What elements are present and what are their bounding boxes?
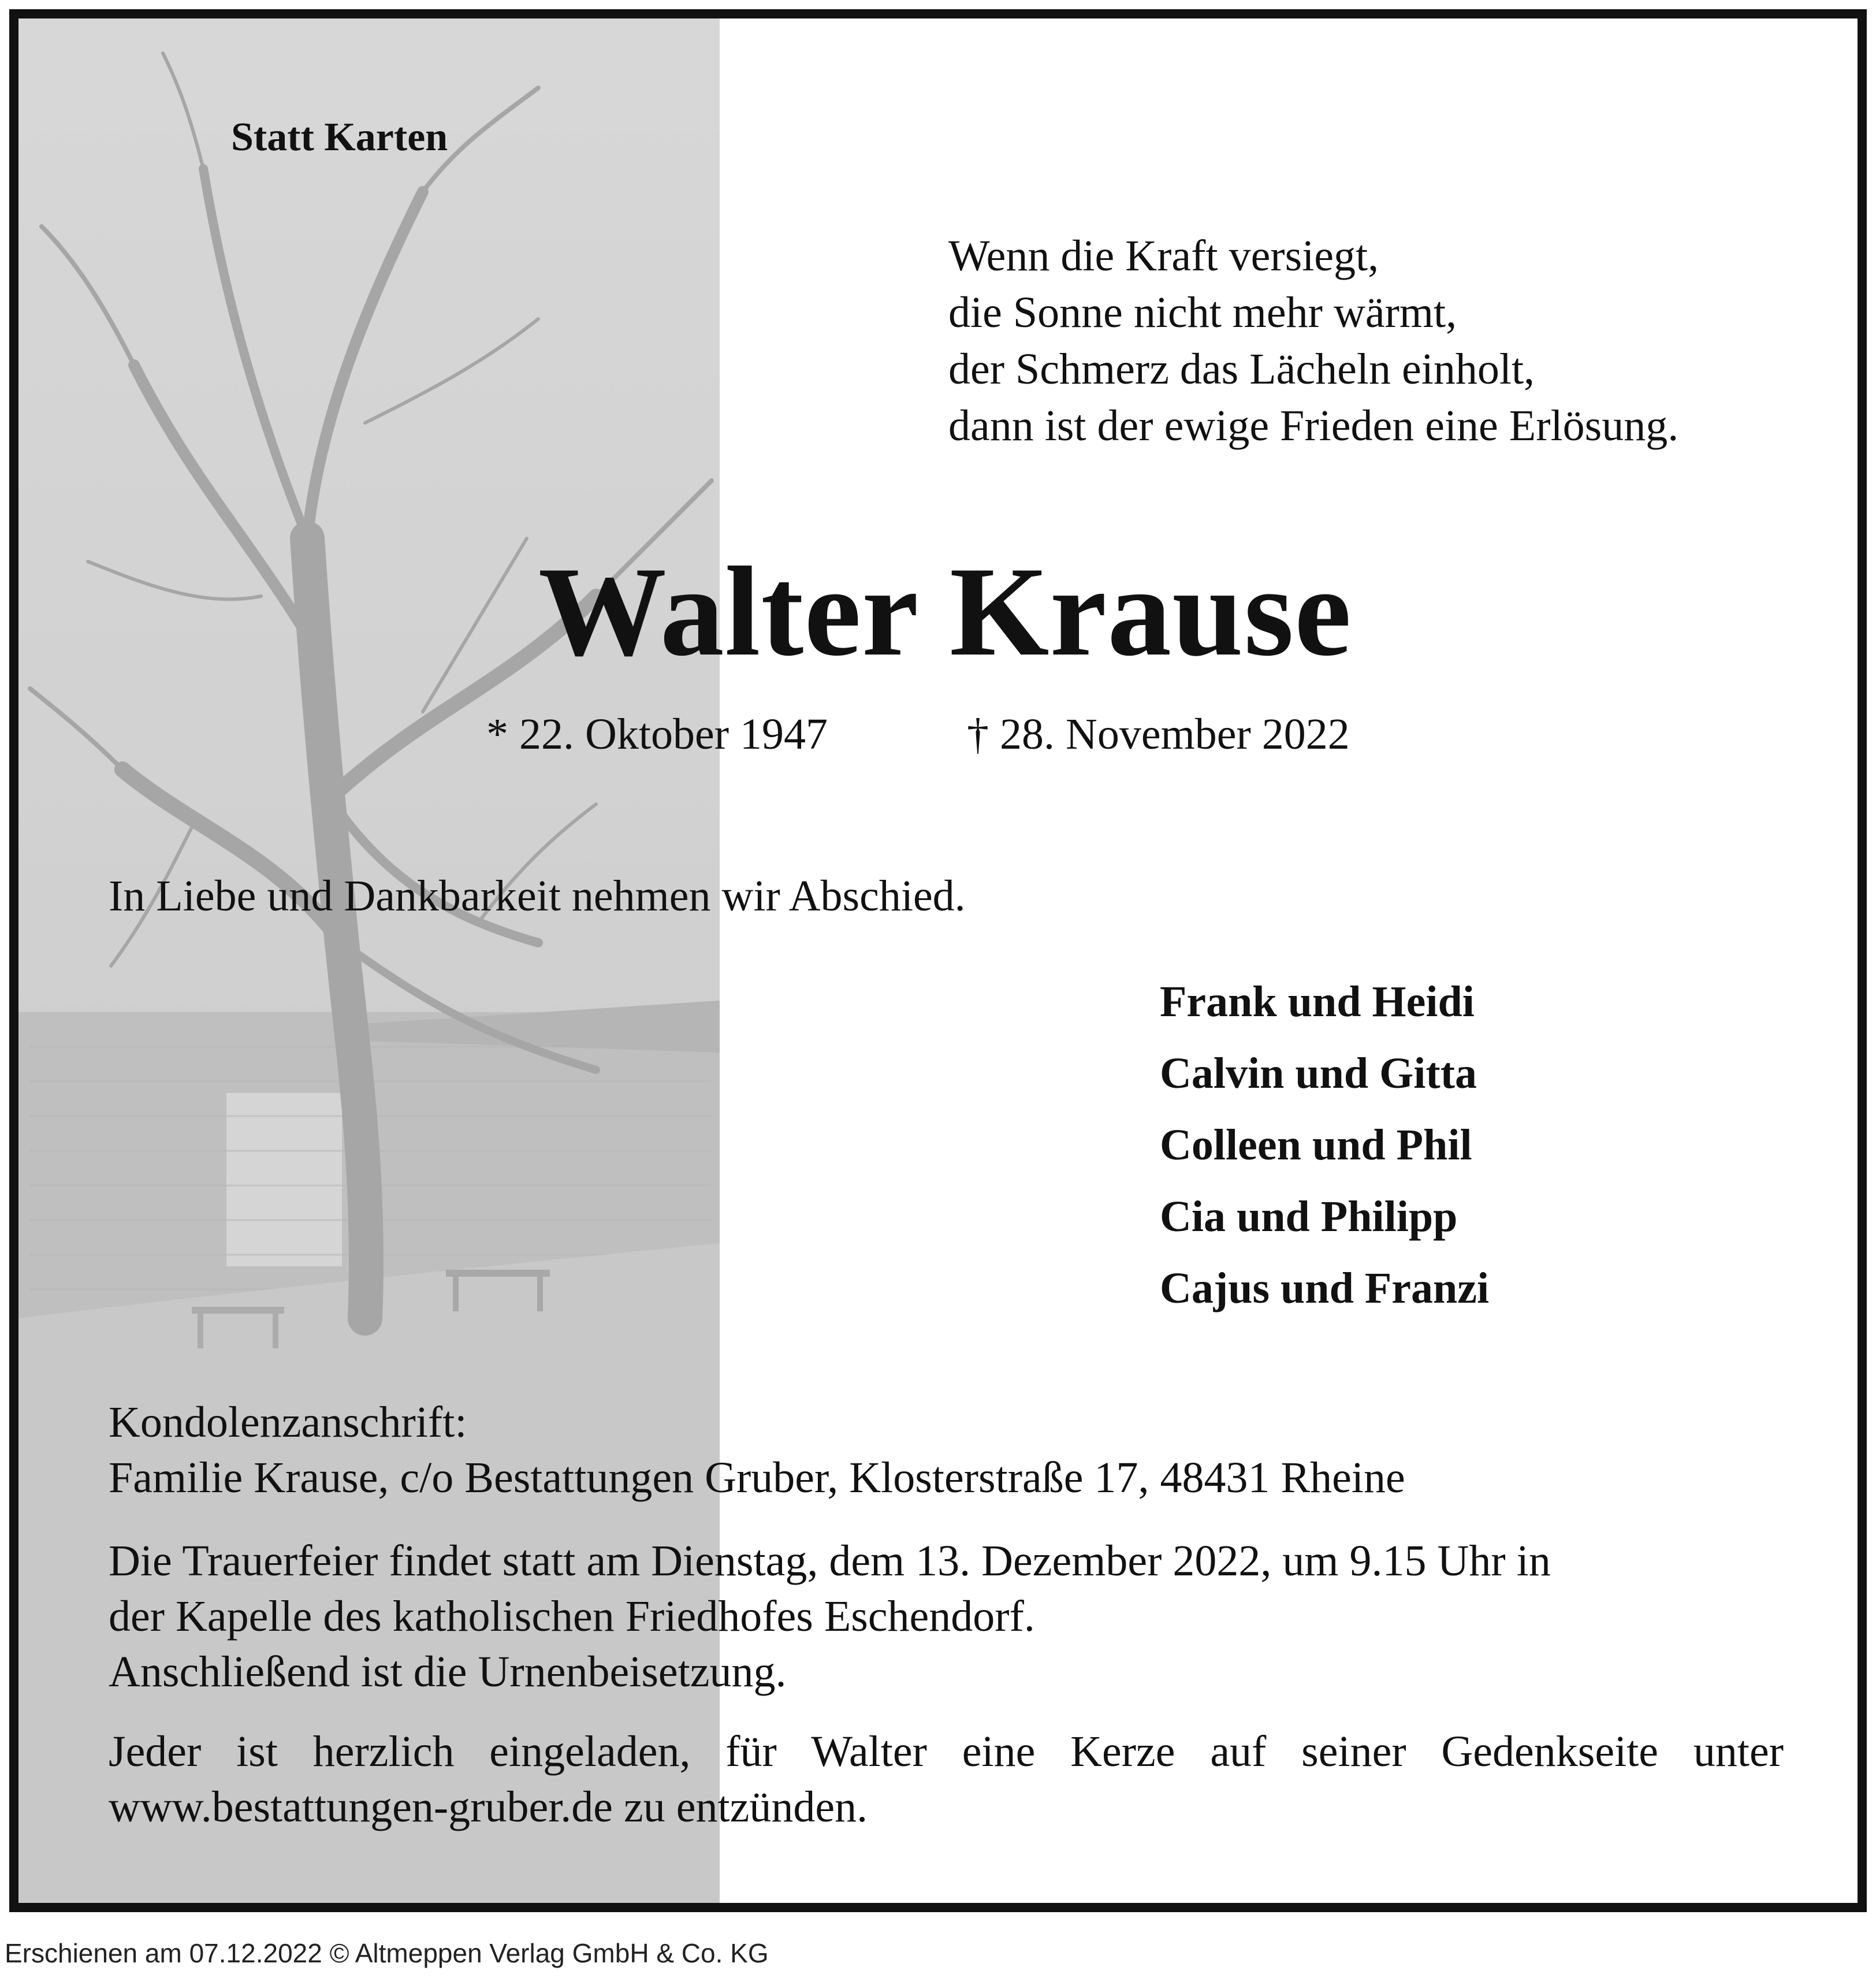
ceremony-line: Die Trauerfeier findet statt am Dienstag, dem 13. Dezember 2022, um 9.15 Uhr in: [109, 1537, 1551, 1585]
statt-karten-label: Statt Karten: [231, 115, 448, 159]
ceremony-line: Anschließend ist die Urnenbeisetzung.: [109, 1648, 787, 1696]
condolence-address: [109, 1395, 1405, 1505]
invite-line: www.bestattungen-gruber.de zu entzünden.: [109, 1783, 868, 1831]
family-member: Frank und Heidi: [1160, 977, 1475, 1026]
family-member: Colleen und Phil: [1160, 1121, 1472, 1169]
family-member: Cajus und Franzi: [1160, 1264, 1490, 1313]
ceremony-info: [109, 1533, 1784, 1700]
poem-line: der Schmerz das Lächeln einholt,: [948, 345, 1535, 393]
family-member: Cia und Philipp: [1160, 1192, 1458, 1241]
deceased-name: Walter Krause: [538, 541, 1352, 683]
death-date: † 28. November 2022: [967, 710, 1350, 759]
birth-date: * 22. Oktober 1947: [486, 710, 828, 759]
family-member: Calvin und Gitta: [1160, 1049, 1477, 1098]
invite-line: Jeder ist herzlich eingeladen, für Walter eine Kerze auf seiner Gedenkseite unter: [109, 1727, 1784, 1776]
condolence-label: Kondolenzanschrift:: [109, 1398, 467, 1447]
publication-footer: Erschienen am 07.12.2022 © Altmeppen Verlag GmbH & Co. KG: [5, 1938, 769, 1968]
poem-line: die Sonne nicht mehr wärmt,: [948, 288, 1457, 337]
ceremony-line: der Kapelle des katholischen Friedhofes Eschendorf.: [109, 1592, 1035, 1641]
family-list: [1160, 966, 1489, 1324]
poem-line: dann ist der ewige Frieden eine Erlösung.: [948, 401, 1679, 450]
poem-line: Wenn die Kraft versiegt,: [948, 232, 1379, 280]
poem: [948, 228, 1678, 454]
invite-text: [109, 1724, 1784, 1835]
farewell-text: In Liebe und Dankbarkeit nehmen wir Abschied.: [109, 872, 966, 920]
condolence-address-line: Familie Krause, c/o Bestattungen Gruber, Klosterstraße 17, 48431 Rheine: [109, 1453, 1405, 1502]
obituary-frame: [9, 9, 1867, 1912]
